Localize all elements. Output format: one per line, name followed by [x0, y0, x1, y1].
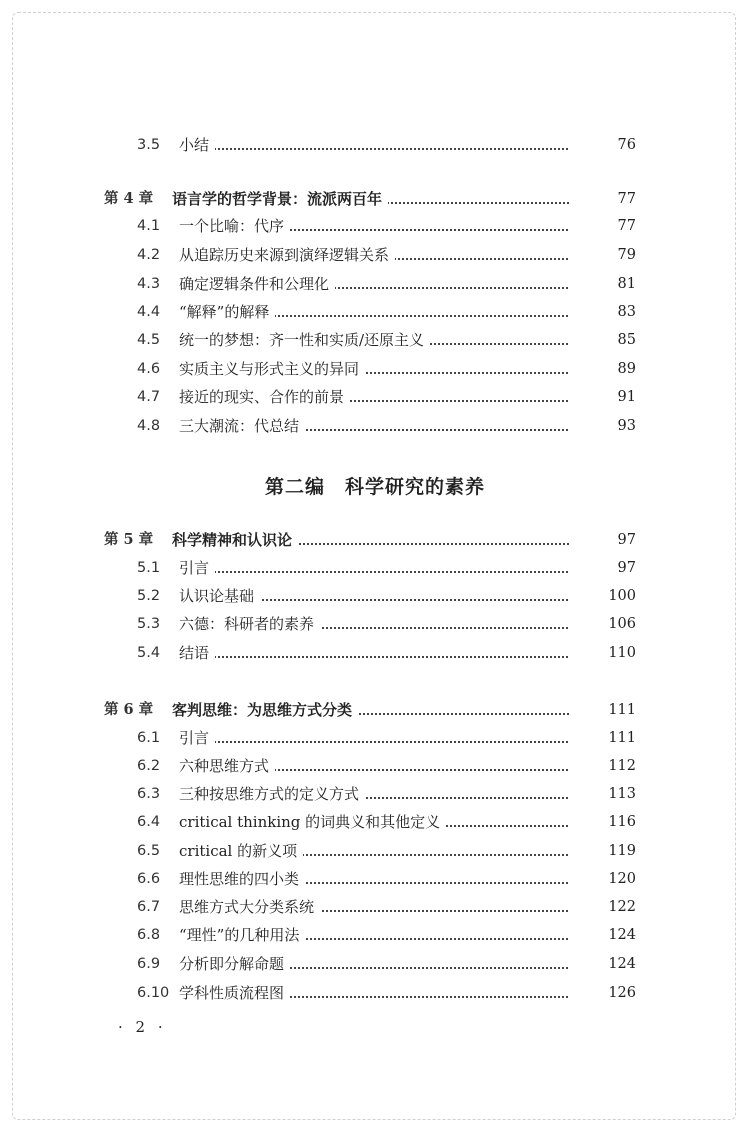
dot-leader	[179, 148, 620, 150]
toc-entry-number: 6.1	[137, 730, 161, 746]
toc-entry-number: 4.6	[137, 361, 161, 377]
toc-entry-title: 接近的现实、合作的前景	[179, 384, 350, 410]
toc-entry-title: 三大潮流：代总结	[179, 413, 305, 439]
toc-section-entry[interactable]	[0, 271, 750, 297]
toc-section-entry[interactable]	[0, 866, 750, 892]
toc-entry-title: critical thinking 的词典义和其他定义	[179, 809, 446, 835]
toc-chapter-entry[interactable]	[0, 186, 750, 212]
toc-entry-number: 6.8	[137, 927, 161, 943]
toc-section-entry[interactable]	[0, 327, 750, 353]
toc-entry-title: 分析即分解命题	[179, 951, 290, 977]
toc-entry-page: 97	[570, 555, 636, 581]
toc-entry-number: 6.2	[137, 758, 161, 774]
page-number-folio: · 2 ·	[118, 1018, 167, 1036]
toc-section-entry[interactable]	[0, 132, 750, 158]
part-heading: 第二编 科学研究的素养	[264, 476, 485, 498]
toc-section-entry[interactable]	[0, 838, 750, 864]
toc-entry-title: 统一的梦想：齐一性和实质/还原主义	[179, 327, 430, 353]
toc-chapter-entry[interactable]	[0, 697, 750, 723]
toc-entry-title: 引言	[179, 555, 215, 581]
toc-section-entry[interactable]	[0, 356, 750, 382]
toc-section-entry[interactable]	[0, 640, 750, 666]
toc-entry-page: 116	[570, 809, 636, 835]
toc-entry-page: 81	[570, 271, 636, 297]
toc-entry-page: 85	[570, 327, 636, 353]
toc-entry-number: 第 5 章	[104, 531, 154, 548]
toc-entry-number: 4.2	[137, 247, 161, 263]
toc-entry-page: 124	[570, 922, 636, 948]
toc-section-entry[interactable]	[0, 809, 750, 835]
toc-entry-number: 6.10	[137, 985, 170, 1001]
toc-entry-number: 6.9	[137, 956, 161, 972]
toc-entry-number: 第 4 章	[104, 190, 154, 207]
toc-section-entry[interactable]	[0, 583, 750, 609]
toc-entry-number: 6.4	[137, 814, 161, 830]
toc-entry-title: 客判思维：为思维方式分类	[172, 697, 358, 723]
toc-entry-title: “理性”的几种用法	[179, 922, 305, 948]
dot-leader	[179, 571, 620, 573]
toc-entry-title: 实质主义与形式主义的异同	[179, 356, 365, 382]
toc-entry-title: 引言	[179, 725, 215, 751]
toc-entry-number: 第 6 章	[104, 701, 154, 718]
toc-entry-title: 结语	[179, 640, 215, 666]
toc-entry-title: 三种按思维方式的定义方式	[179, 781, 365, 807]
toc-section-entry[interactable]	[0, 384, 750, 410]
toc-entry-title: 科学精神和认识论	[172, 527, 298, 553]
toc-entry-page: 122	[570, 894, 636, 920]
toc-entry-page: 79	[570, 242, 636, 268]
toc-entry-title: 学科性质流程图	[179, 980, 290, 1006]
toc-chapter-entry[interactable]	[0, 527, 750, 553]
toc-entry-title: 语言学的哲学背景：流派两百年	[172, 186, 388, 212]
toc-entry-title: 六德：科研者的素养	[179, 611, 320, 637]
toc-entry-page: 100	[570, 583, 636, 609]
toc-entry-number: 5.1	[137, 560, 161, 576]
toc-section-entry[interactable]	[0, 555, 750, 581]
toc-section-entry[interactable]	[0, 951, 750, 977]
toc-section-entry[interactable]	[0, 242, 750, 268]
toc-entry-number: 4.1	[137, 218, 161, 234]
toc-entry-title: critical 的新义项	[179, 838, 303, 864]
toc-entry-page: 76	[570, 132, 636, 158]
toc-entry-number: 4.4	[137, 304, 161, 320]
toc-entry-number: 3.5	[137, 137, 161, 153]
toc-section-entry[interactable]	[0, 611, 750, 637]
toc-entry-title: 理性思维的四小类	[179, 866, 305, 892]
toc-section-entry[interactable]	[0, 413, 750, 439]
toc-entry-number: 5.2	[137, 588, 161, 604]
toc-entry-page: 106	[570, 611, 636, 637]
toc-entry-title: “解释”的解释	[179, 299, 275, 325]
toc-entry-page: 120	[570, 866, 636, 892]
toc-entry-number: 4.8	[137, 418, 161, 434]
toc-entry-page: 77	[570, 186, 636, 212]
toc-entry-number: 4.7	[137, 389, 161, 405]
toc-section-entry[interactable]	[0, 980, 750, 1006]
toc-entry-number: 6.5	[137, 843, 161, 859]
toc-entry-number: 4.3	[137, 276, 161, 292]
toc-entry-title: 认识论基础	[179, 583, 260, 609]
toc-entry-page: 97	[570, 527, 636, 553]
toc-entry-page: 89	[570, 356, 636, 382]
toc-entry-number: 5.3	[137, 616, 161, 632]
toc-entry-number: 6.7	[137, 899, 161, 915]
toc-entry-title: 确定逻辑条件和公理化	[179, 271, 335, 297]
toc-entry-title: 思维方式大分类系统	[179, 894, 320, 920]
toc-section-entry[interactable]	[0, 922, 750, 948]
toc-entry-number: 5.4	[137, 645, 161, 661]
toc-entry-page: 91	[570, 384, 636, 410]
toc-entry-title: 一个比喻：代序	[179, 213, 290, 239]
toc-entry-page: 77	[570, 213, 636, 239]
toc-entry-page: 124	[570, 951, 636, 977]
toc-entry-page: 110	[570, 640, 636, 666]
toc-entry-title: 从追踪历史来源到演绎逻辑关系	[179, 242, 395, 268]
toc-section-entry[interactable]	[0, 894, 750, 920]
dot-leader	[179, 741, 620, 743]
toc-section-entry[interactable]	[0, 725, 750, 751]
toc-entry-number: 6.6	[137, 871, 161, 887]
toc-entry-number: 4.5	[137, 332, 161, 348]
toc-entry-page: 93	[570, 413, 636, 439]
toc-section-entry[interactable]	[0, 213, 750, 239]
toc-entry-page: 126	[570, 980, 636, 1006]
toc-entry-page: 111	[570, 725, 636, 751]
toc-entry-page: 113	[570, 781, 636, 807]
toc-entry-page: 119	[570, 838, 636, 864]
toc-entry-number: 6.3	[137, 786, 161, 802]
toc-entry-page: 111	[570, 697, 636, 723]
toc-entry-title: 六种思维方式	[179, 753, 275, 779]
toc-entry-page: 83	[570, 299, 636, 325]
toc-section-entry[interactable]	[0, 299, 750, 325]
toc-entry-page: 112	[570, 753, 636, 779]
dot-leader	[179, 656, 620, 658]
toc-section-entry[interactable]	[0, 753, 750, 779]
toc-entry-title: 小结	[179, 132, 215, 158]
toc-section-entry[interactable]	[0, 781, 750, 807]
